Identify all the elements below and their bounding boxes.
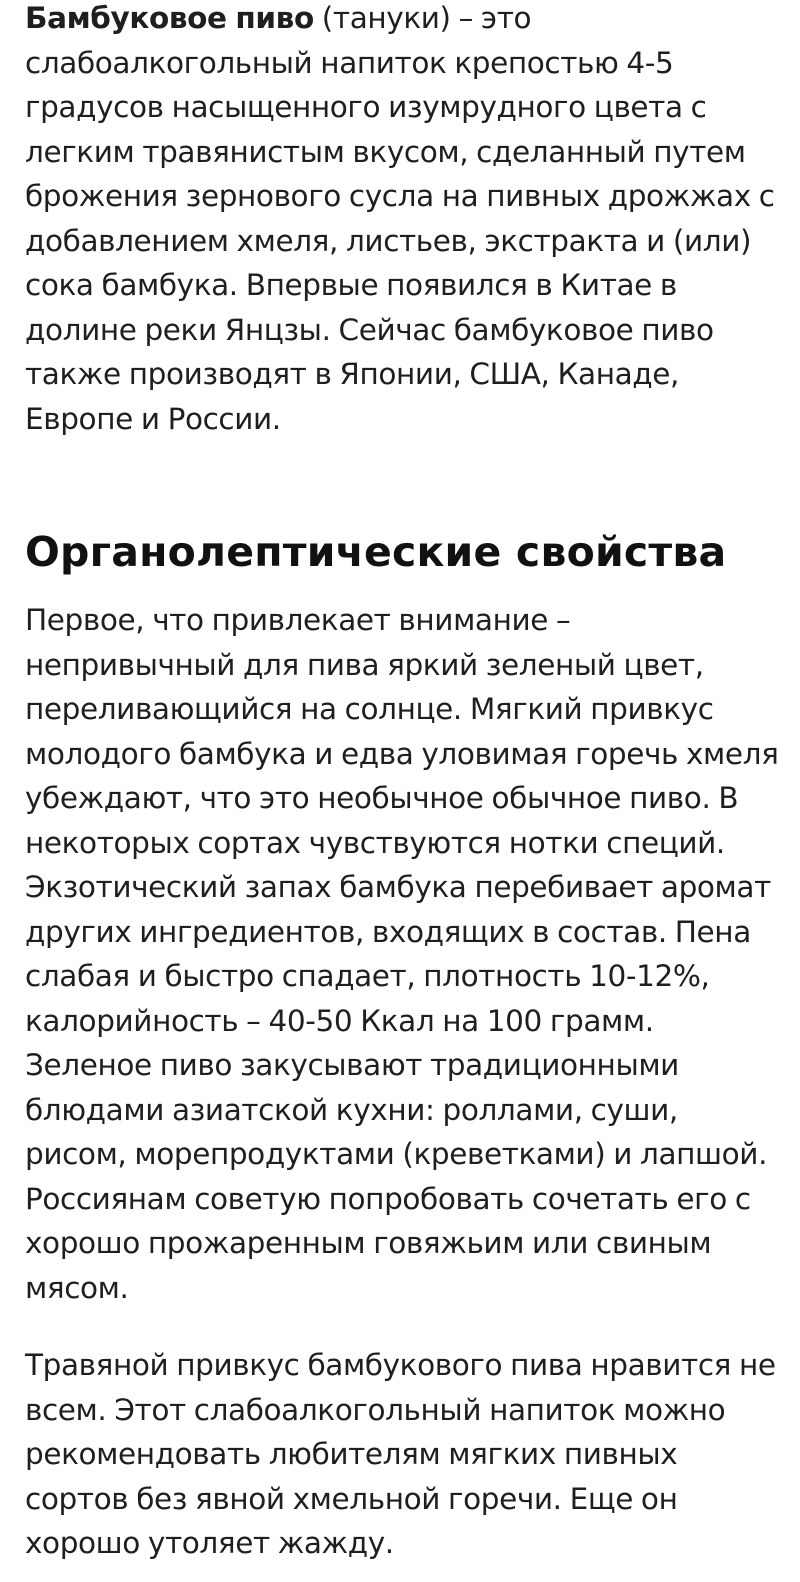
section-paragraph-1: Первое, что привлекает внимание – непривычный для пива яркий зеленый цвет, переливающийся на солнце. Мягкий привкус молодого бамбука и едва уловимая горечь хмеля убеждают, что это необычное обычное пиво. В некоторых сортах чувствуются нотки специй. Экзотический запах бамбука перебивает аромат других ингредиентов, входящих в состав. Пена слабая и быстро спадает, плотность 10-12%, калорийность – 40-50 Ккал на 100 грамм. Зеленое пиво закусывают традиционными блюдами азиатской кухни: роллами, суши, рисом, морепродуктами (креветками) и лапшой. Россиянам советую попробовать сочетать его с хорошо прожаренным говяжьим или свиным мясом. (25, 603, 779, 1305)
section-paragraph-2: Травяной привкус бамбукового пива нравится не всем. Этот слабоалкогольный напиток можно рекомендовать любителям мягких пивных сортов без явной хмельной горечи. Еще он хорошо утоляет жажду. (25, 1348, 776, 1560)
section-heading: Органолептические свойства (25, 528, 727, 576)
article-body (25, 0, 779, 1560)
intro-paragraph (25, 0, 775, 441)
intro-text: (тануки) – это слабоалкогольный напиток крепостью 4-5 градусов насыщенного изумрудного цвета с легким травянистым вкусом, сделанный путем брожения зернового сусла на пивных дрожжах с добавлением хмеля, листьев, экстракта и (или) сока бамбука. Впервые появился в Китае в долине реки Янцзы. Сейчас бамбуковое пиво также производят в Японии, США, Канаде, Европе и России. (25, 1, 775, 436)
intro-term: Бамбуковое пиво (25, 1, 314, 35)
